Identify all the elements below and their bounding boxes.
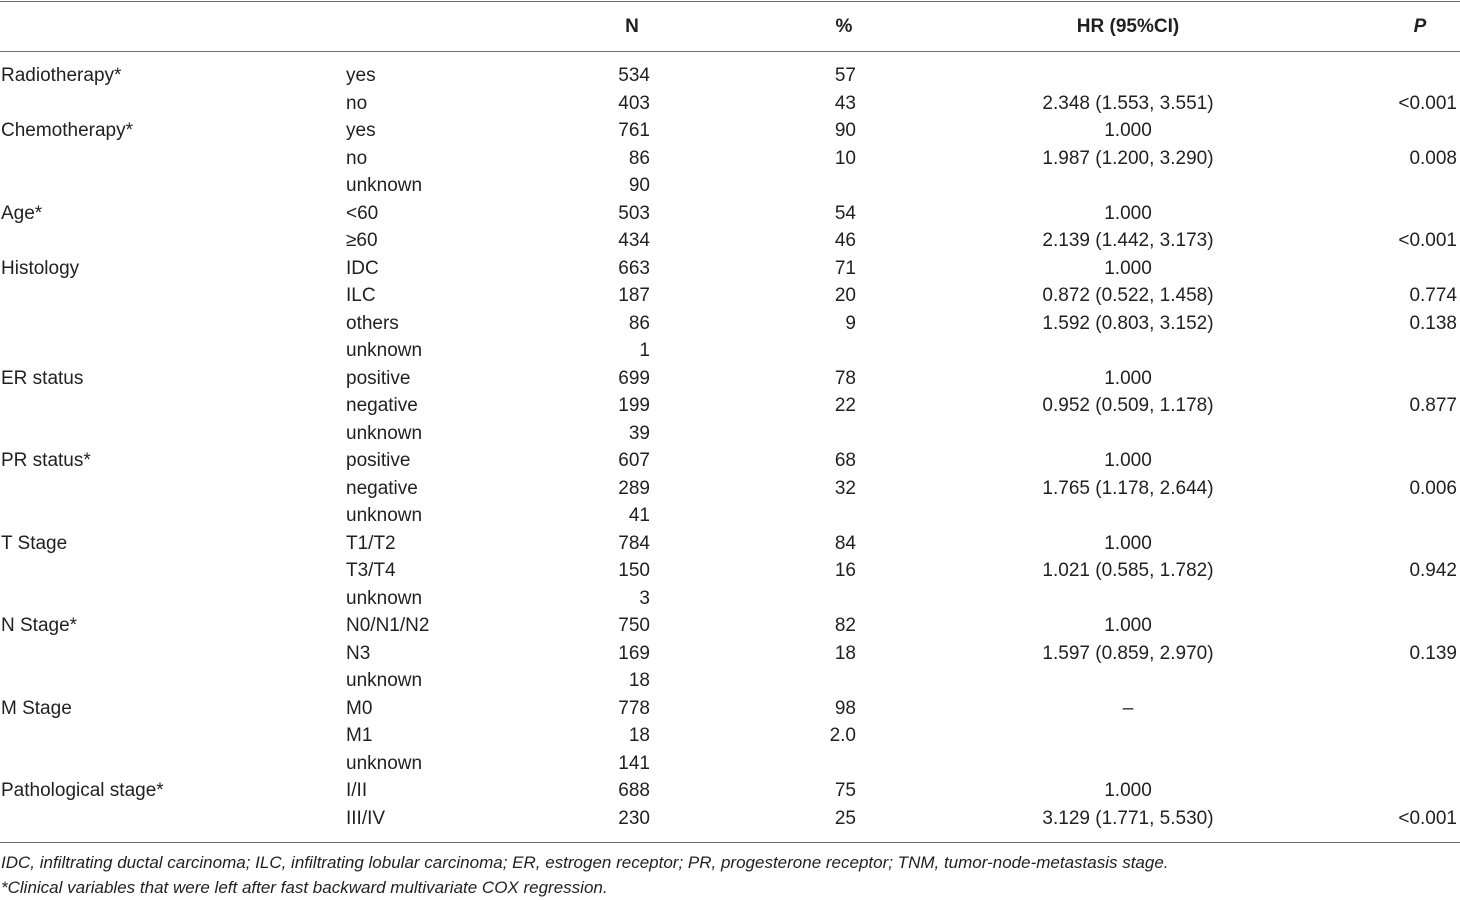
cell-hr: 0.952 (0.509, 1.178)	[1042, 395, 1214, 416]
cell-hr: –	[1122, 697, 1134, 719]
table-row	[0, 667, 1460, 695]
footnote-asterisk: *Clinical variables that were left after fast backward multivariate COX regression.	[1, 878, 608, 897]
cell-n: 187	[618, 285, 650, 306]
cell-n: 230	[618, 807, 650, 829]
cell-level: M1	[346, 725, 373, 746]
cell-level: unknown	[346, 670, 423, 691]
cell-n: 3	[639, 587, 650, 609]
cell-percent: 46	[834, 230, 856, 251]
table-row	[0, 337, 1460, 365]
table-row	[0, 750, 1460, 778]
header-hr: HR (95%CI)	[1076, 16, 1180, 37]
footnote-abbreviations: IDC, infiltrating ductal carcinoma; ILC, infiltrating lobular carcinoma; ER, estrogen receptor; PR, progesterone receptor; TNM, tumor-node-metastasis stage.	[1, 853, 1169, 872]
cell-hr: 1.000	[1104, 450, 1152, 471]
cell-n: 778	[618, 697, 650, 719]
cell-percent: 57	[834, 65, 856, 86]
cell-level: III/IV	[346, 807, 386, 829]
cell-level: unknown	[346, 505, 423, 526]
cell-hr: 1.000	[1104, 367, 1152, 389]
cell-level: T3/T4	[346, 560, 396, 581]
cell-n: 607	[618, 450, 650, 471]
cell-level: positive	[346, 450, 411, 471]
header-percent: %	[835, 16, 853, 37]
table-row	[0, 557, 1460, 585]
cell-p: 0.008	[1409, 147, 1457, 169]
table-row	[0, 640, 1460, 668]
cell-level: no	[346, 147, 368, 169]
cell-variable: Pathological stage*	[1, 780, 164, 801]
cell-percent: 32	[834, 477, 856, 499]
cell-percent: 9	[845, 312, 856, 334]
cell-n: 150	[618, 560, 650, 581]
cell-percent: 68	[834, 450, 856, 471]
cell-percent: 18	[834, 642, 856, 664]
table-row	[0, 62, 1460, 90]
table-body	[0, 62, 1460, 832]
cell-n: 18	[628, 670, 650, 691]
cell-level: <60	[346, 202, 379, 224]
cell-hr: 1.000	[1104, 615, 1152, 636]
cell-level: N3	[346, 642, 371, 664]
cell-n: 41	[628, 505, 650, 526]
table-header-rule	[0, 51, 1460, 52]
cell-hr: 2.348 (1.553, 3.551)	[1042, 92, 1214, 114]
cell-n: 18	[628, 725, 650, 746]
cell-n: 141	[618, 752, 650, 774]
cell-hr: 1.000	[1104, 780, 1152, 801]
cell-n: 663	[618, 257, 650, 279]
table-row	[0, 365, 1460, 393]
cell-percent: 20	[834, 285, 856, 306]
cell-level: M0	[346, 697, 373, 719]
table-row	[0, 200, 1460, 228]
table-row	[0, 475, 1460, 503]
cell-variable: M Stage	[1, 697, 72, 719]
table-row	[0, 392, 1460, 420]
cell-level: I/II	[346, 780, 368, 801]
header-n: N	[625, 16, 639, 37]
cell-n: 86	[628, 147, 650, 169]
cell-hr: 1.021 (0.585, 1.782)	[1042, 560, 1214, 581]
cell-variable: Chemotherapy*	[1, 120, 134, 141]
cell-p: 0.138	[1409, 312, 1457, 334]
cell-percent: 10	[834, 147, 856, 169]
table-row	[0, 722, 1460, 750]
cell-p: 0.139	[1409, 642, 1457, 664]
cell-n: 503	[618, 202, 650, 224]
cell-level: unknown	[346, 422, 423, 444]
cell-percent: 54	[834, 202, 856, 224]
cell-level: unknown	[346, 752, 423, 774]
cell-level: IDC	[346, 257, 379, 279]
table-top-rule	[0, 1, 1460, 2]
cell-p: <0.001	[1398, 230, 1457, 251]
cell-variable: Radiotherapy*	[1, 65, 122, 86]
cell-level: no	[346, 92, 368, 114]
cell-variable: Age*	[1, 202, 43, 224]
cell-percent: 25	[834, 807, 856, 829]
cell-n: 90	[628, 175, 650, 196]
cell-level: unknown	[346, 587, 423, 609]
table-row	[0, 805, 1460, 833]
table-row	[0, 502, 1460, 530]
cell-variable: N Stage*	[1, 615, 78, 636]
cell-level: yes	[346, 65, 376, 86]
cell-hr: 1.000	[1104, 257, 1152, 279]
cell-level: N0/N1/N2	[346, 615, 430, 636]
cell-level: negative	[346, 477, 418, 499]
cell-n: 1	[639, 340, 650, 361]
cell-level: ≥60	[346, 230, 378, 251]
table-row	[0, 227, 1460, 255]
cell-p: 0.774	[1409, 285, 1457, 306]
cell-variable: ER status	[1, 367, 84, 389]
cell-n: 434	[618, 230, 650, 251]
cell-hr: 1.000	[1104, 120, 1152, 141]
cell-n: 699	[618, 367, 650, 389]
table-row	[0, 90, 1460, 118]
cell-level: unknown	[346, 340, 423, 361]
cell-hr: 1.987 (1.200, 3.290)	[1042, 147, 1214, 169]
cell-n: 784	[618, 532, 650, 554]
cell-level: positive	[346, 367, 411, 389]
cell-percent: 22	[834, 395, 856, 416]
cell-n: 39	[628, 422, 650, 444]
table-footnotes	[0, 850, 1460, 900]
table-header-row	[0, 12, 1460, 42]
table-row	[0, 585, 1460, 613]
table-row	[0, 420, 1460, 448]
table-row	[0, 530, 1460, 558]
table-row	[0, 145, 1460, 173]
table-bottom-rule	[0, 842, 1460, 843]
cell-n: 289	[618, 477, 650, 499]
table-row	[0, 695, 1460, 723]
cell-percent: 82	[834, 615, 856, 636]
cell-hr: 3.129 (1.771, 5.530)	[1042, 807, 1214, 829]
cell-percent: 75	[834, 780, 856, 801]
cell-variable: T Stage	[1, 532, 68, 554]
cell-percent: 98	[834, 697, 856, 719]
cell-p: <0.001	[1398, 807, 1457, 829]
cell-hr: 1.000	[1104, 532, 1152, 554]
cell-variable: Histology	[1, 257, 80, 279]
cell-n: 199	[618, 395, 650, 416]
cell-n: 761	[618, 120, 650, 141]
cell-p: 0.942	[1409, 560, 1457, 581]
table-row	[0, 255, 1460, 283]
cell-percent: 78	[834, 367, 856, 389]
table-row	[0, 777, 1460, 805]
cell-n: 403	[618, 92, 650, 114]
table-row	[0, 447, 1460, 475]
cell-n: 86	[628, 312, 650, 334]
cell-variable: PR status*	[1, 450, 91, 471]
cell-level: unknown	[346, 175, 423, 196]
cell-hr: 0.872 (0.522, 1.458)	[1042, 285, 1214, 306]
cell-n: 534	[618, 65, 650, 86]
cell-percent: 2.0	[829, 725, 856, 746]
cell-p: <0.001	[1398, 92, 1457, 114]
cell-level: others	[346, 312, 399, 334]
table-row	[0, 612, 1460, 640]
cell-hr: 1.597 (0.859, 2.970)	[1042, 642, 1214, 664]
table-row	[0, 172, 1460, 200]
cell-percent: 71	[834, 257, 856, 279]
cell-p: 0.877	[1409, 395, 1457, 416]
cell-percent: 43	[834, 92, 856, 114]
header-p: P	[1413, 16, 1427, 37]
cell-percent: 16	[834, 560, 856, 581]
cell-n: 688	[618, 780, 650, 801]
cell-level: ILC	[346, 285, 376, 306]
cell-level: yes	[346, 120, 376, 141]
cell-percent: 90	[834, 120, 856, 141]
table-row	[0, 310, 1460, 338]
cell-n: 169	[618, 642, 650, 664]
cell-hr: 1.765 (1.178, 2.644)	[1042, 477, 1214, 499]
cell-hr: 2.139 (1.442, 3.173)	[1042, 230, 1214, 251]
table-row	[0, 282, 1460, 310]
cell-hr: 1.592 (0.803, 3.152)	[1042, 312, 1214, 334]
cell-p: 0.006	[1409, 477, 1457, 499]
cell-n: 750	[618, 615, 650, 636]
cell-level: negative	[346, 395, 418, 416]
cell-percent: 84	[834, 532, 856, 554]
cell-level: T1/T2	[346, 532, 396, 554]
table-row	[0, 117, 1460, 145]
cell-hr: 1.000	[1104, 202, 1152, 224]
